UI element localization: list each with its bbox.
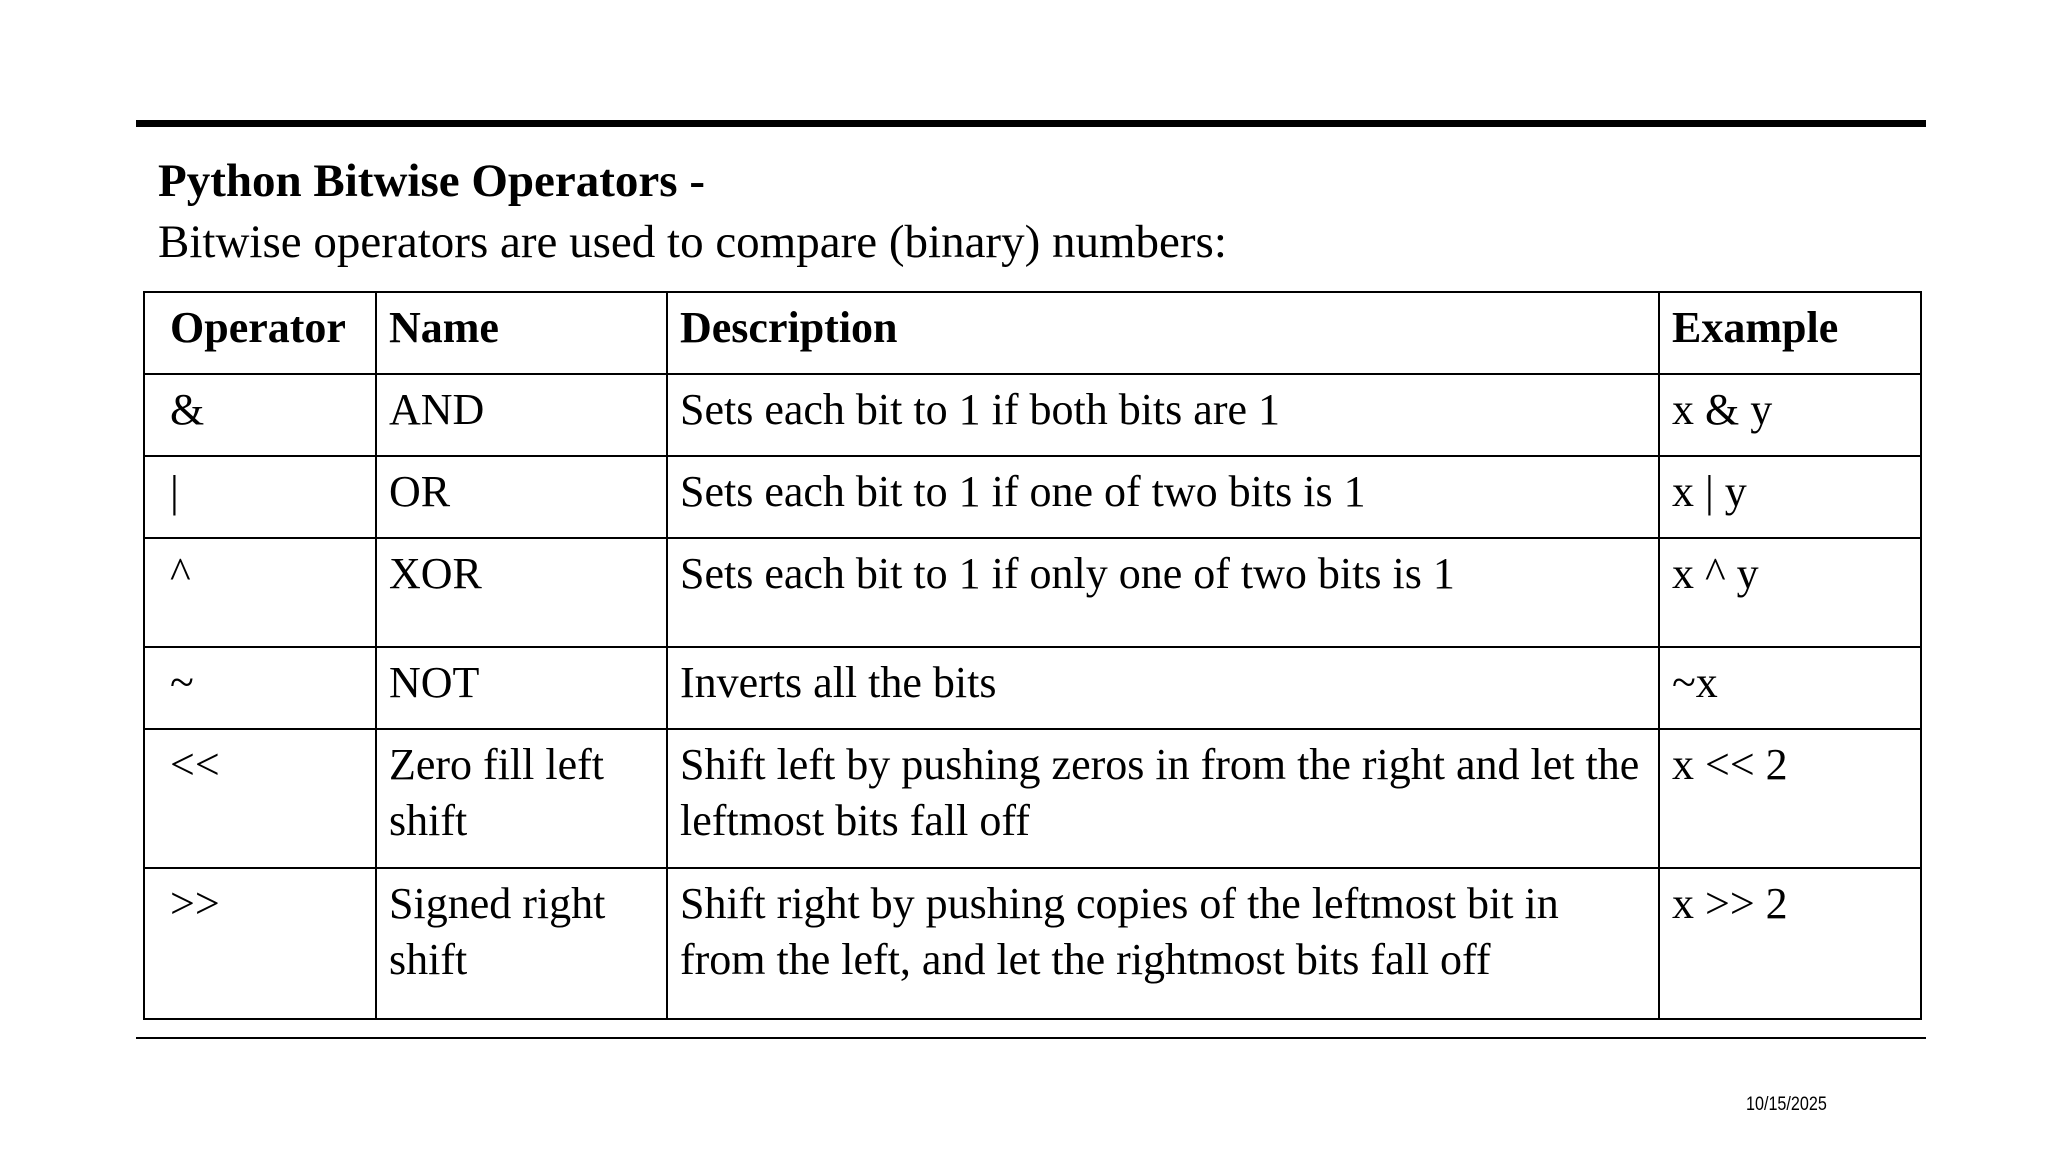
description-cell: Shift right by pushing copies of the leftmost bit in from the left, and let the rightmost bits fall off [667, 868, 1659, 1019]
bottom-rule [136, 1037, 1926, 1039]
operator-cell: ^ [144, 538, 376, 647]
description-cell: Sets each bit to 1 if both bits are 1 [667, 374, 1659, 456]
example-cell: x | y [1659, 456, 1921, 538]
table-row [144, 647, 1921, 729]
table-row [144, 538, 1921, 647]
table-row [144, 374, 1921, 456]
name-cell: OR [376, 456, 667, 538]
description-cell: Shift left by pushing zeros in from the right and let the leftmost bits fall off [667, 729, 1659, 868]
name-cell: XOR [376, 538, 667, 647]
top-rule [136, 120, 1926, 127]
name-cell: Signed right shift [376, 868, 667, 1019]
column-header-example: Example [1659, 292, 1921, 374]
table-row [144, 456, 1921, 538]
operators-table [143, 291, 1922, 1020]
operator-cell: & [144, 374, 376, 456]
example-cell: x << 2 [1659, 729, 1921, 868]
operator-cell: >> [144, 868, 376, 1019]
name-cell: Zero fill left shift [376, 729, 667, 868]
slide-title: Python Bitwise Operators - [158, 155, 705, 207]
table-header-row [144, 292, 1921, 374]
column-header-operator: Operator [144, 292, 376, 374]
table-row [144, 868, 1921, 1019]
operator-cell: ~ [144, 647, 376, 729]
footer-date: 10/15/2025 [1746, 1094, 1827, 1115]
example-cell: ~x [1659, 647, 1921, 729]
name-cell: NOT [376, 647, 667, 729]
example-cell: x >> 2 [1659, 868, 1921, 1019]
slide-subtitle: Bitwise operators are used to compare (binary) numbers: [158, 216, 1227, 268]
description-cell: Sets each bit to 1 if one of two bits is 1 [667, 456, 1659, 538]
example-cell: x ^ y [1659, 538, 1921, 647]
operator-cell: | [144, 456, 376, 538]
table-row [144, 729, 1921, 868]
description-cell: Sets each bit to 1 if only one of two bits is 1 [667, 538, 1659, 647]
name-cell: AND [376, 374, 667, 456]
column-header-description: Description [667, 292, 1659, 374]
example-cell: x & y [1659, 374, 1921, 456]
description-cell: Inverts all the bits [667, 647, 1659, 729]
column-header-name: Name [376, 292, 667, 374]
operator-cell: << [144, 729, 376, 868]
